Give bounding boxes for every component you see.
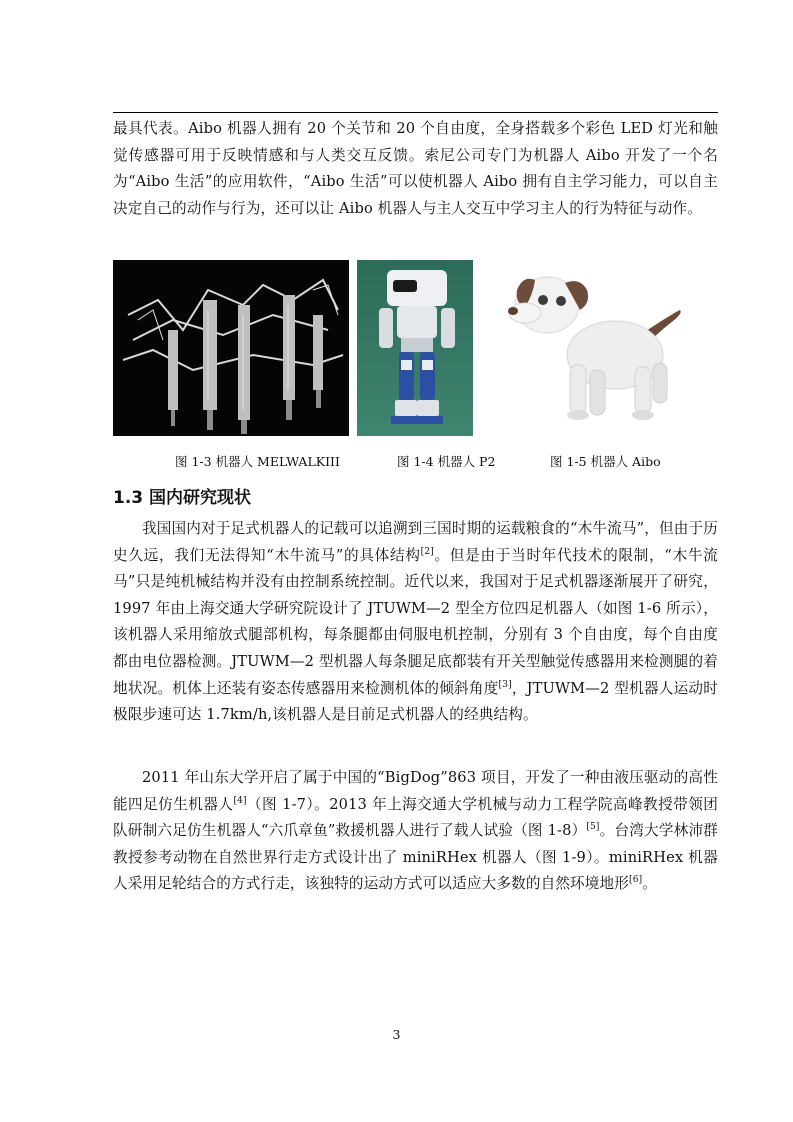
paragraph-domestic-history: 我国国内对于足式机器人的记载可以追溯到三国时期的运载粮食的“木牛流马”，但由于历史久远，我们无法得知“木牛流马”的具体结构[2]。但是由于当时年代技术的限制，“木牛流马”只是纯机械结构并没有由控制系统控制。近代以来，我国对于足式机器逐渐展开了研究，1997 年由上海交通大学研究院设计了 JTUWM—2 型全方位四足机器人（如图 1-6 所示），该机器人采用缩放式腿部机构，每条腿都由伺服电机控制，分别有 3 个自由度，每个自由度都由电位器检测。JTUWM—2 型机器人每条腿足底都装有开关型触觉传感器用来检测腿的着地状况。机体上还装有姿态传感器用来检测机体的倾斜角度[3]，JTUWM—2 型机器人运动时极限步速可达 1.7km/h,该机器人是目前足式机器人的经典结构。	[113, 520, 719, 724]
figure-aibo-image	[495, 255, 685, 440]
paragraph-aibo: 最具代表。Aibo 机器人拥有 20 个关节和 20 个自由度，全身搭载多个彩色 LED 灯光和触觉传感器可用于反映情感和与人类交互反馈。索尼公司专门为机器人 Aibo 开发了一个名为“Aibo 生活”的应用软件，“Aibo 生活”可以使机器人 Aibo 拥有自主学习能力，可以自主决定自己的动作与行为，还可以让 Aibo 机器人与主人交互中学习主人的行为特征与动作。	[113, 120, 718, 217]
paragraph-recent-research: 2011 年山东大学开启了属于中国的“BigDog”863 项目，开发了一种由液压驱动的高性能四足仿生机器人[4]（图 1-7）。2013 年上海交通大学机械与动力工程学院高峰教授带领团队研制六足仿生机器人“六爪章鱼”救援机器人进行了载人试验（图 1-8）[5]。台湾大学林沛群教授参考动物在自然世界行走方式设计出了 miniRHex 机器人（图 1-9）。miniRHex 机器人采用足轮结合的方式行走，该独特的运动方式可以适应大多数的自然环境地形[6]。	[113, 769, 718, 893]
section-heading: 1.3 国内研究现状	[113, 488, 252, 508]
figure-1-4-caption: 图 1-4 机器人 P2	[397, 454, 496, 469]
citation-ref[interactable]: [3]	[498, 679, 512, 690]
citation-ref[interactable]: [2]	[420, 546, 434, 557]
citation-ref[interactable]: [4]	[233, 795, 247, 806]
figure-1-5-caption: 图 1-5 机器人 Aibo	[550, 454, 661, 469]
header-rule	[113, 112, 718, 113]
figure-melwalk-image	[113, 260, 349, 436]
citation-ref[interactable]: [5]	[586, 822, 600, 833]
figure-p2-image	[357, 260, 473, 436]
page-number: 3	[392, 1027, 401, 1042]
citation-ref[interactable]: [6]	[629, 875, 643, 886]
figure-1-3-caption: 图 1-3 机器人 MELWALKIII	[175, 454, 340, 469]
